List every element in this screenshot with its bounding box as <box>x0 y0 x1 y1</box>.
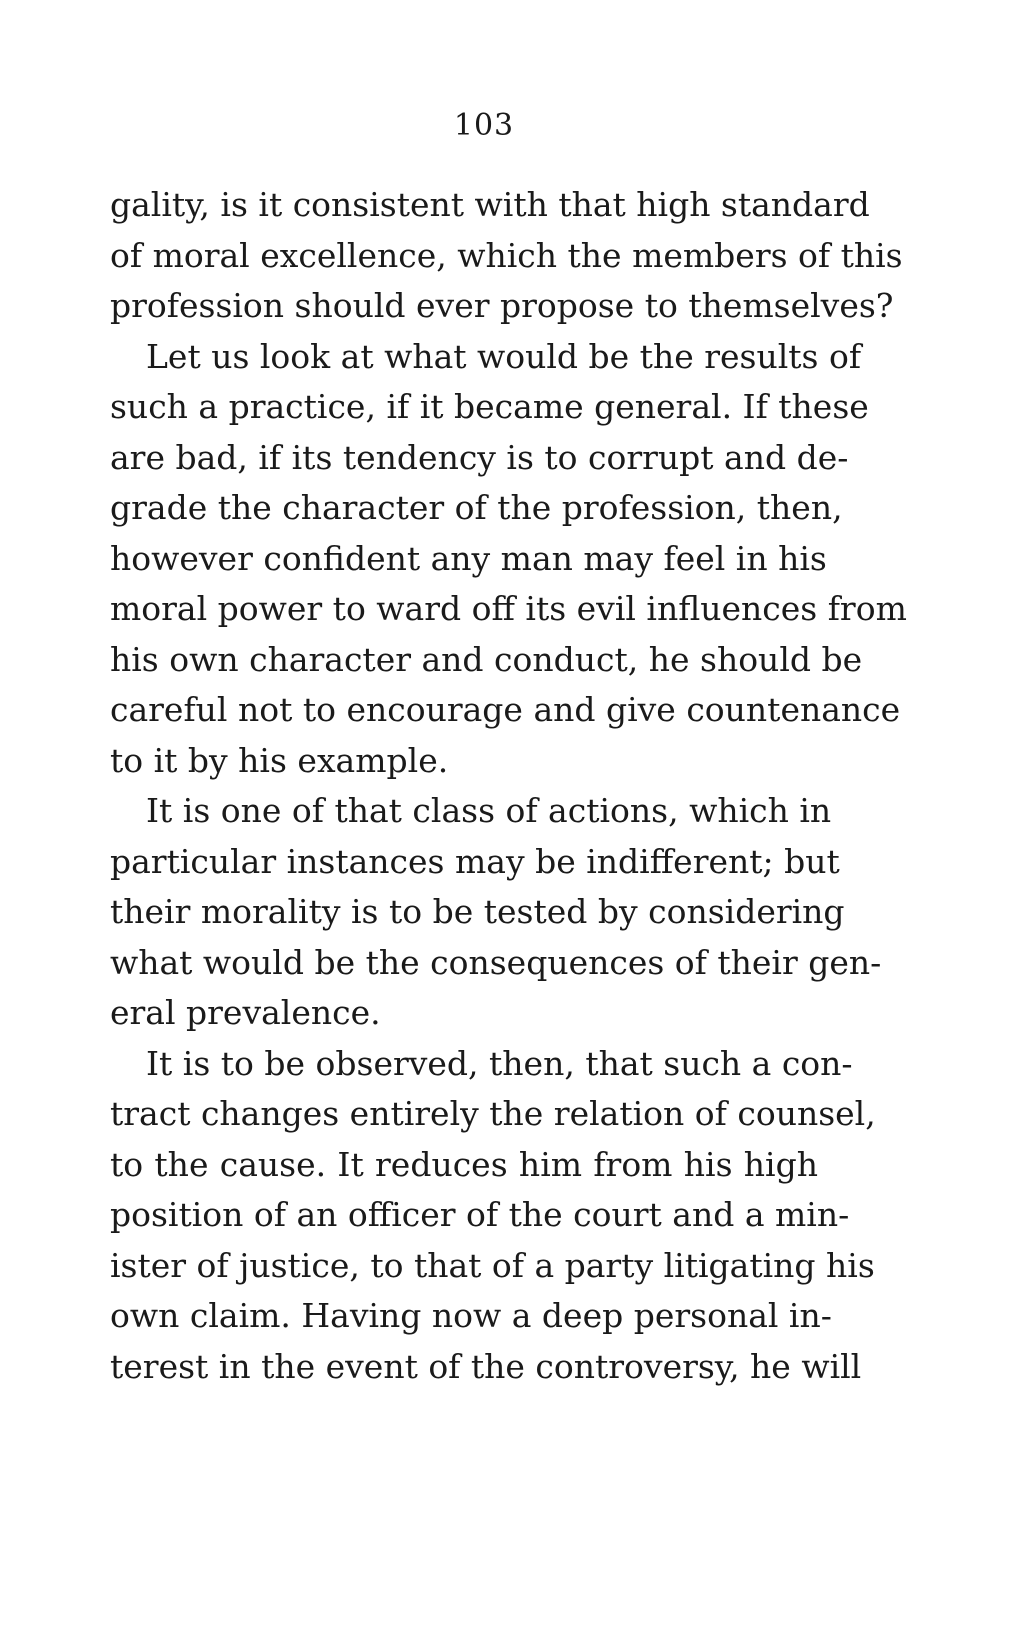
text-line: moral power to ward off its evil influences from <box>110 589 907 628</box>
text-line: to the cause. It reduces him from his high <box>110 1144 818 1184</box>
paragraph-start-line: Let us look at what would be the results of <box>146 336 862 376</box>
text-line: position of an officer of the court and a min- <box>110 1195 850 1234</box>
text-line: their morality is to be tested by considering <box>110 892 845 931</box>
text-line: to it by his example. <box>110 740 449 780</box>
text-line: eral prevalence. <box>110 993 381 1032</box>
text-line: terest in the event of the controversy, he will <box>110 1346 862 1386</box>
text-line: gality, is it consistent with that high standard <box>110 185 870 224</box>
text-line: his own character and conduct, he should be <box>110 639 863 679</box>
text-line: tract changes entirely the relation of counsel, <box>110 1094 876 1133</box>
text-line: grade the character of the profession, then, <box>110 488 843 527</box>
text-line: of moral excellence, which the members of this <box>110 235 903 275</box>
text-line: particular instances may be indifferent; but <box>110 841 840 881</box>
body-text <box>110 180 907 1392</box>
paragraph-start-line: It is to be observed, then, that such a con- <box>146 1043 853 1083</box>
page-number: 103 <box>453 108 515 143</box>
text-line: ister of justice, to that of a party litigating his <box>110 1245 875 1285</box>
text-line: are bad, if its tendency is to corrupt and de- <box>110 437 849 477</box>
text-line: what would be the consequences of their gen- <box>110 942 882 982</box>
text-line: careful not to encourage and give countenance <box>110 690 901 729</box>
text-line: profession should ever propose to themselves? <box>110 286 894 325</box>
paragraph-start-line: It is one of that class of actions, which in <box>146 791 832 830</box>
text-line: such a practice, if it became general. If these <box>110 387 869 426</box>
text-line: however confident any man may feel in his <box>110 538 827 578</box>
text-line: own claim. Having now a deep personal in- <box>110 1296 832 1335</box>
